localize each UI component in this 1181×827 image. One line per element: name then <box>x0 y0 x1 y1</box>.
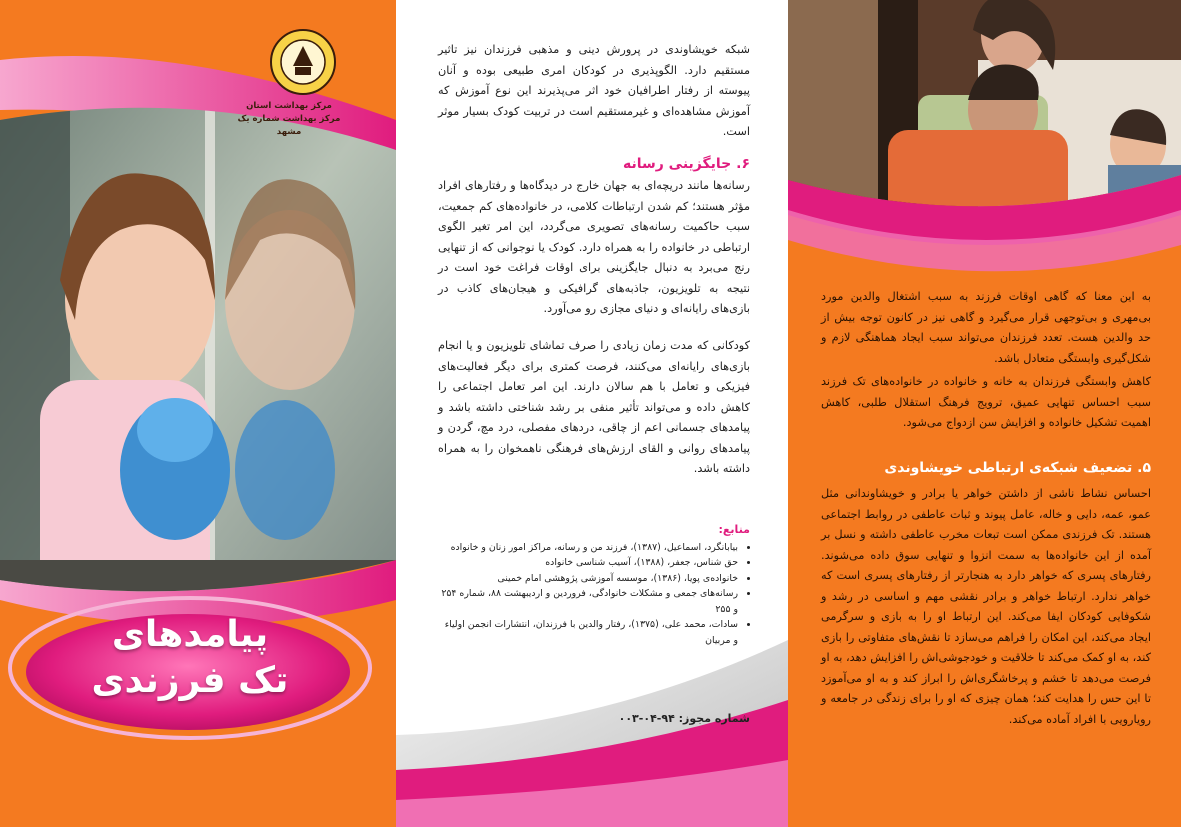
section-6-paragraph-2: کودکانی که مدت زمان زیادی را صرف تماشای تلویزیون و یا انجام بازی‌های رایانه‌ای می‌کنند، فرصت کمتری برای دیگر فعالیت‌های فیزیکی و تعامل با هم سالان دارند. این امر تعامل اجتماعی را کاهش داده و می‌تواند تأثیر منفی بر رشد شناختی داشته باشد و پیامدهای جسمانی اعم از چاقی، دردهای مفصلی، درد مچ، گردن و پیامدهای روانی و القای ارزش‌های فرهنگی ناهمخوان را به همراه داشته باشد. <box>438 339 750 475</box>
brochure-title-line-2: تک فرزندی <box>91 660 289 701</box>
brochure-title-line-1: پیامدهای <box>111 614 269 655</box>
right-panel <box>788 0 1181 827</box>
references-heading: منابع: <box>718 523 750 536</box>
references <box>438 522 750 648</box>
reference-item: • سادات، محمد علی، (۱۳۷۵)، رفتار والدین با فرزندان، انتشارات انجمن اولیاء و مربیان <box>438 617 738 648</box>
intro-paragraph: شبکه خویشاوندی در پرورش دینی و مذهبی فرزندان نیز تاثیر مستقیم دارد. الگوپذیری در کودکان امری طبیعی بوده و آنان پیوسته از رفتار اطرافیان خود اثر می‌پذیرند این نوع آموزش که آموزش مشاهده‌ای و غیرمستقیم است در تربیت کودک بسیار موثر است. <box>438 43 750 138</box>
reference-item: • بیابانگرد، اسماعیل، (۱۳۸۷)، فرزند من و رسانه، مراکز امور زنان و خانواده <box>438 540 738 556</box>
section-5-heading: ۵. تضعیف شبکه‌ی ارتباطی خویشاوندی <box>884 460 1151 476</box>
license-number: شماره مجوز: ۹۴-۰۴-۰۰۳ <box>618 712 750 725</box>
reference-item: • حق شناس، جعفر، (۱۳۸۸)، آسیب شناسی خانواده <box>438 555 738 571</box>
right-paragraph-1: به این معنا که گاهی اوقات فرزند به سبب اشتغال والدین مورد بی‌مهری و بی‌توجهی قرار می‌گیرد و گاهی نیز در کانون توجه بیش از حد والدین هست. تعدد فرزندان می‌تواند سبب ایجاد هماهنگی لازم و شکل‌گیری وابستگی متعادل باشد. <box>821 290 1151 365</box>
right-paragraph-2: کاهش وابستگی فرزندان به خانه و خانواده در خانواده‌های تک فرزند سبب احساس تنهایی عمیق، ترویج فرهنگ استقلال طلبی، کاهش اهمیت تشکیل خانواده و افزایش سن ازدواج می‌شود. <box>821 375 1151 429</box>
logo-caption-line-1: مرکز بهداشت استان <box>246 101 332 111</box>
section-6-paragraph-1: رسانه‌ها مانند دریچه‌ای به جهان خارج در دیدگاه‌ها و رفتارهای افراد مؤثر هستند؛ کم شدن ارتباطات کلامی، در خانواده‌های کم جمعیت، سبب حاکمیت رسانه‌های تصویری می‌گردد، این امر تغیر الگوی ارتباطی در خانواده را به همراه دارد. کودک یا نوجوانی که از تنهایی رنج می‌برد به دنبال جایگزینی برای اوقات فراغت خود است در نتیجه به تلویزیون، جاذبه‌های گرافیکی و هیجان‌های کاذب در بازی‌های رایانه‌ای و دنیای مجازی رو می‌آورد. <box>438 179 750 315</box>
reference-item: • رسانه‌های جمعی و مشکلات خانوادگی، فروردین و اردیبهشت ۸۸، شماره ۲۵۴ و ۲۵۵ <box>438 586 738 617</box>
cover-panel <box>0 0 396 827</box>
references-list <box>438 540 750 649</box>
girl-at-window-photo <box>0 80 396 620</box>
middle-panel <box>396 0 788 827</box>
brochure-title <box>40 612 340 704</box>
logo-caption <box>230 100 348 139</box>
section-5-body: احساس نشاط ناشی از داشتن خواهر یا برادر و خویشاوندانی مثل عمو، عمه، دایی و خاله، عامل پیوند و ثبات عاطفی در روابط اجتماعی هستند. تک فرزندی ممکن است تبعات مخرب عاطفی داشته و نسل بر آمده از این خانواده‌ها به سمت انزوا و تنهایی سوق داده می‌شوند. رفتارهای پسری که خواهر دارد به هنجارتر از رفتارهای پسری است که خواهر ندارد. ارتباط خواهر و برادر نقشی مهم و اساسی در رشد و شکوفایی کودکان ایفا می‌کند. این ارتباط او را به بازی و سرگرمی ایجاد می‌کند، این امکان را فراهم می‌سازد تا نقش‌های متفاوتی را بازی کند، به او کمک می‌کند تا خلاقیت و خودجوشی‌اش را افزایش دهد، به او فرصت می‌دهد تا خشم و پرخاشگری‌اش را ابراز کند و به او می‌آموزد تا این حس را هدایت کند؛ همان چیزی که او را برای زندگی در جامعه و رویارویی با افراد آماده می‌کند. <box>821 487 1151 726</box>
logo-caption-line-2: مرکز بهداشت شماره یک مشهد <box>237 114 341 137</box>
section-6-heading: ۶. جایگزینی رسانه <box>622 156 750 172</box>
logo-base <box>295 67 311 75</box>
reference-item: • خانواده‌ی پویا، (۱۳۸۶)، موسسه آموزشی پژوهشی امام خمینی <box>438 571 738 587</box>
